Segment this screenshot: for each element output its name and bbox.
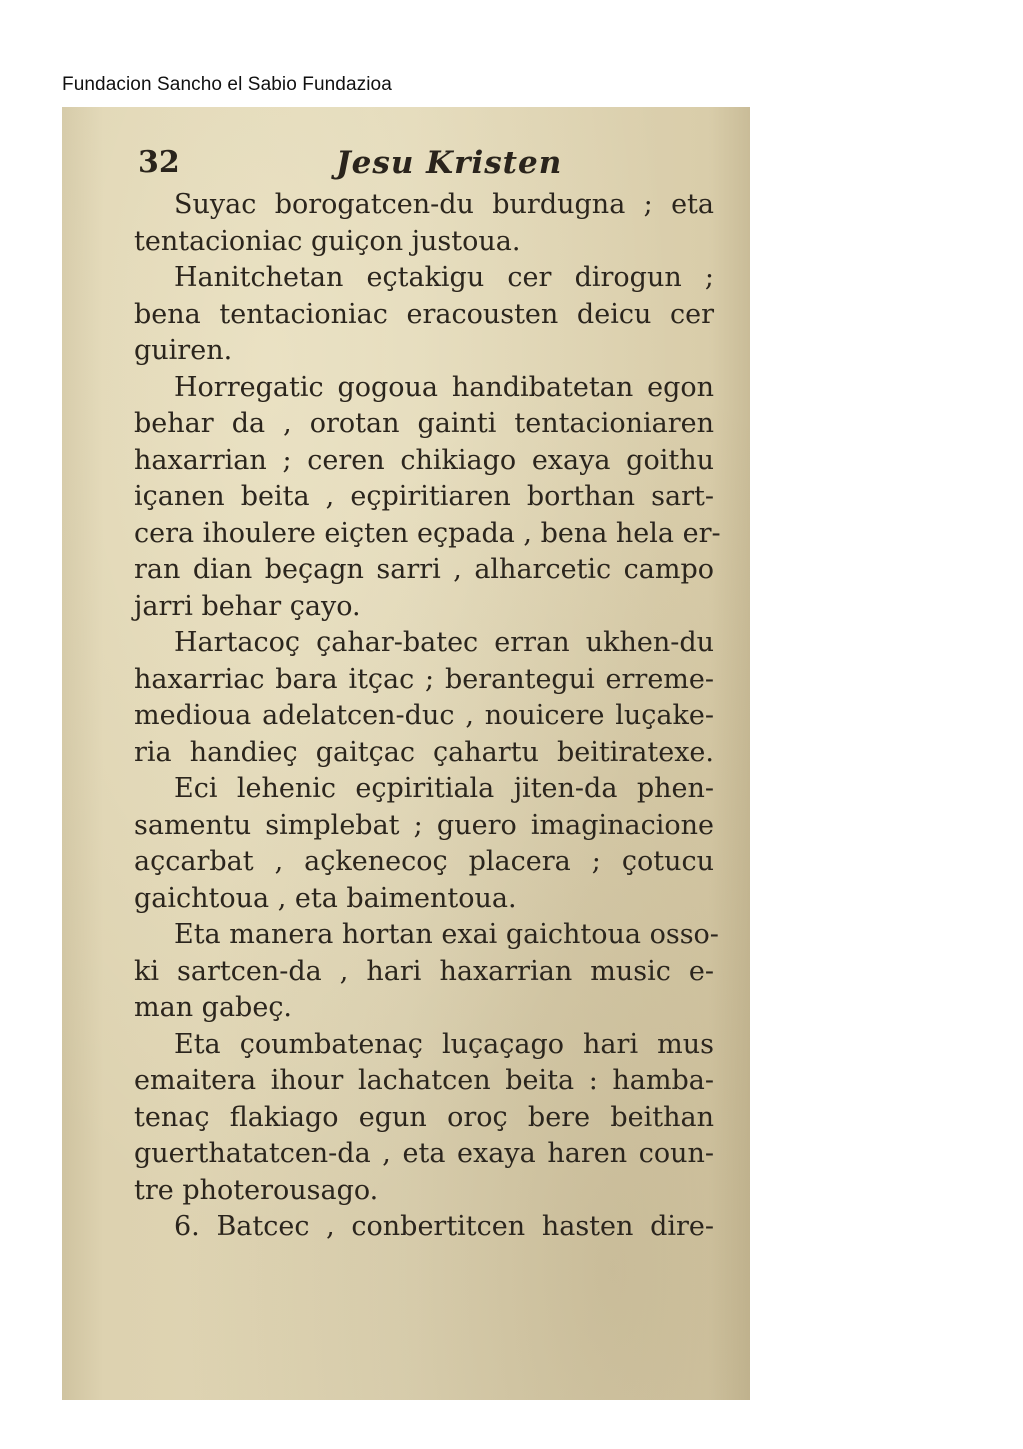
text-line: Eci lehenic eçpiritiala jiten-da phen- <box>174 773 714 804</box>
text-line: jarri behar çayo. <box>134 590 361 622</box>
text-body <box>134 187 721 1246</box>
source-header: Fundacion Sancho el Sabio Fundazioa <box>62 74 392 95</box>
text-line: Suyac borogatcen-du burdugna ; eta <box>174 189 714 220</box>
text-line: ria handieç gaitçac çahartu beitiratexe. <box>134 736 714 768</box>
text-line: Eta manera hortan exai gaichtoua osso- <box>174 919 719 950</box>
text-line: emaitera ihour lachatcen beita : hamba- <box>134 1065 714 1096</box>
text-line: guiren. <box>134 335 233 366</box>
text-line: tenaç flakiago egun oroç bere beithan <box>134 1101 714 1133</box>
text-line: gaichtoua , eta baimentoua. <box>134 882 517 914</box>
text-line: samentu simplebat ; guero imaginacione <box>134 809 714 841</box>
text-line: ran dian beçagn sarri , alharcetic campo <box>134 554 714 585</box>
text-line: haxarriac bara itçac ; berantegui erreme- <box>134 663 714 695</box>
page-head <box>138 145 658 185</box>
text-line: haxarrian ; ceren chikiago exaya goithu <box>134 444 714 476</box>
text-line: 6. Batcec , conbertitcen hasten dire- <box>174 1211 714 1242</box>
text-line: bena tentacioniac eracousten deicu cer <box>134 298 714 330</box>
text-line: içanen beita , eçpiritiaren borthan sart- <box>134 481 714 512</box>
text-line: medioua adelatcen-duc , nouicere luçake- <box>134 700 714 731</box>
scanned-page <box>62 107 750 1400</box>
text-line: Hanitchetan eçtakigu cer dirogun ; <box>174 262 714 293</box>
text-line: Hartacoç çahar-batec erran ukhen-du <box>174 627 714 658</box>
text-line: cera ihoulere eiçten eçpada , bena hela er- <box>134 517 721 549</box>
text-line: açcarbat , açkenecoç placera ; çotucu <box>134 846 714 877</box>
text-line: man gabeç. <box>134 992 293 1023</box>
text-line: behar da , orotan gainti tentacioniaren <box>134 408 714 439</box>
text-line: Eta çoumbatenaç luçaçago hari mus <box>174 1028 714 1060</box>
text-line: tentacioniac guiçon justoua. <box>134 225 521 257</box>
text-line: guerthatatcen-da , eta exaya haren coun- <box>134 1138 714 1169</box>
running-title: Jesu Kristen <box>336 145 563 181</box>
text-line: ki sartcen-da , hari haxarrian music e- <box>134 955 714 987</box>
text-line: Horregatic gogoua handibatetan egon <box>174 371 714 403</box>
text-line: tre photerousago. <box>134 1174 379 1206</box>
page-number: 32 <box>138 145 180 180</box>
